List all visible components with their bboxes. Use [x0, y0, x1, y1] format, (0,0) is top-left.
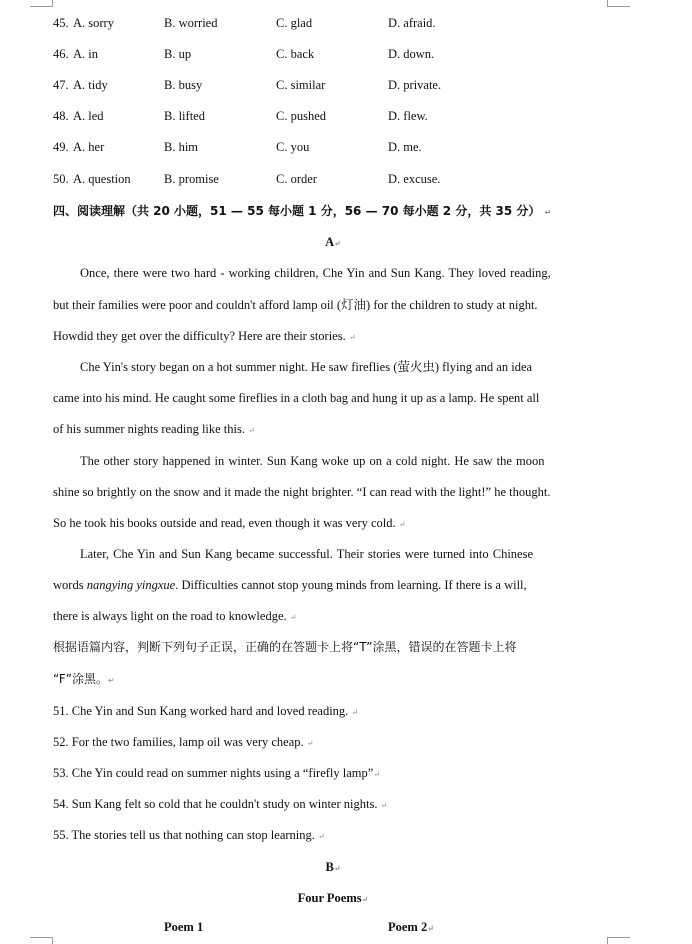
option-c: C. order [276, 172, 317, 186]
option-b: B. worried [164, 16, 218, 30]
question-number: 49. [53, 140, 69, 154]
passage-a-p4-line3: there is always light on the road to knowledge. ↵ [53, 609, 297, 623]
option-d: D. afraid. [388, 16, 436, 30]
crop-mark-top-left [30, 0, 53, 7]
passage-a-p2-line1: Che Yin's story began on a hot summer night. He saw fireflies (萤火虫) flying and an idea [80, 360, 533, 374]
option-c: C. back [276, 47, 315, 61]
passage-a-p1-line2: but their families were poor and couldn't afford lamp oil (灯油) for the children to study at night. [53, 298, 538, 312]
passage-a-p3-line2: shine so brightly on the snow and it made the night brighter. “I can read with the light!” he thought. [53, 485, 551, 499]
option-b: B. him [164, 140, 199, 154]
question-52: 52. For the two families, lamp oil was very cheap. ↵ [53, 735, 314, 749]
option-b: B. promise [164, 172, 219, 186]
option-c: C. similar [276, 78, 326, 92]
crop-mark-bottom-right [607, 937, 630, 944]
passage-a-p2-line2: came into his mind. He caught some fireflies in a cloth bag and hung it up as a lamp. He spent all [53, 391, 540, 405]
question-number: 48. [53, 109, 69, 123]
option-d: D. private. [388, 78, 442, 92]
question-55: 55. The stories tell us that nothing can stop learning. ↵ [53, 828, 325, 842]
passage-b-title: Four Poems↵ [297, 891, 369, 905]
question-number: 45. [53, 16, 69, 30]
question-number: 47. [53, 78, 69, 92]
instruction-line2: “F”涂黑。↵ [53, 672, 115, 686]
passage-a-p3-line1: The other story happened in winter. Sun Kang woke up on a cold night. He saw the moon [80, 454, 545, 468]
option-d: D. down. [388, 47, 435, 61]
instruction-line1: 根据语篇内容，判断下列句子正误，正确的在答题卡上将“T”涂黑，错误的在答题卡上将 [53, 640, 517, 654]
option-a: A. question [73, 172, 131, 186]
question-number: 46. [53, 47, 69, 61]
passage-a-p4-line1: Later, Che Yin and Sun Kang became successful. Their stories were turned into Chinese [80, 547, 534, 561]
passage-a-p1-line1: Once, there were two hard - working children, Che Yin and Sun Kang. They loved reading, [80, 266, 551, 280]
section-heading: 四、阅读理解（共 20 小题，51 — 55 每小题 1 分，56 — 70 每小题 2 分，共 35 分） ↵ [53, 204, 552, 218]
option-b: B. lifted [164, 109, 205, 123]
option-d: D. me. [388, 140, 422, 154]
option-c: C. glad [276, 16, 313, 30]
option-c: C. you [276, 140, 310, 154]
passage-a-p1-line3: Howdid they get over the difficulty? Here are their stories. ↵ [53, 329, 356, 343]
poem-1-label: Poem 1 [164, 920, 204, 934]
option-a: A. tidy [73, 78, 108, 92]
passage-b-label: B↵ [325, 860, 341, 874]
option-c: C. pushed [276, 109, 326, 123]
question-51: 51. Che Yin and Sun Kang worked hard and loved reading. ↵ [53, 704, 359, 718]
passage-a-label: A↵ [325, 235, 341, 249]
passage-a-p2-line3: of his summer nights reading like this. ↵ [53, 422, 255, 436]
poem-2-label: Poem 2↵ [388, 920, 434, 934]
option-a: A. in [73, 47, 98, 61]
passage-a-p4-line2: words nangying yingxue. Difficulties cannot stop young minds from learning. If there is a will, [53, 578, 527, 592]
option-a: A. her [73, 140, 105, 154]
option-a: A. led [73, 109, 104, 123]
option-d: D. excuse. [388, 172, 441, 186]
crop-mark-top-right [607, 0, 630, 7]
option-b: B. up [164, 47, 192, 61]
option-b: B. busy [164, 78, 203, 92]
crop-mark-bottom-left [30, 937, 53, 944]
passage-a-p3-line3: So he took his books outside and read, even though it was very cold. ↵ [53, 516, 406, 530]
option-a: A. sorry [73, 16, 114, 30]
question-54: 54. Sun Kang felt so cold that he couldn't study on winter nights. ↵ [53, 797, 388, 811]
question-number: 50. [53, 172, 69, 186]
option-d: D. flew. [388, 109, 428, 123]
question-53: 53. Che Yin could read on summer nights using a “firefly lamp”↵ [53, 766, 381, 780]
